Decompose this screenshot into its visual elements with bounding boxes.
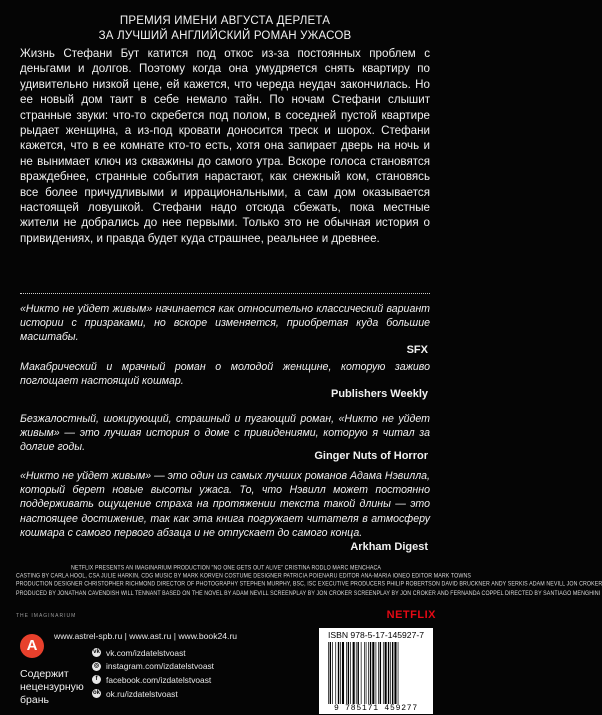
social-link-vk[interactable] — [92, 646, 214, 660]
isbn-number: ISBN 978-5-17-145927-7 — [327, 630, 425, 640]
age-notice-line: нецензурную — [20, 681, 84, 694]
credits-line: CASTING BY CARLA HOOL, CSA JULIE HARKIN, CDG MUSIC BY MARK KORVEN COSTUME DESIGNER PATRICIA POIENARU EDITOR ANA-MARIA IONEO EDITOR MARK TOWNS — [16, 573, 472, 581]
social-link-text: ok.ru/izdatelstvoast — [106, 688, 178, 699]
publisher-footer — [0, 626, 450, 715]
age-notice-line: Содержит — [20, 668, 69, 680]
isbn-barcode — [319, 628, 433, 714]
review-source-4: Arkham Digest — [350, 541, 428, 553]
review-quote-2: Макабрический и мрачный роман о молодой женщине, которую заживо поглощает настоящий кошмар. — [20, 361, 430, 388]
vk-icon: vk — [93, 649, 100, 656]
review-source-1: SFX — [406, 344, 428, 356]
instagram-icon: ◎ — [93, 662, 100, 669]
review-quote-4: «Никто не уйдет живым» — это один из самых лучших романов Адама Нэвилла, который берет новые высоты ужаса. То, что Нэвилл может постоянно поддерживать ощущение страха на протяжении текста такой длины — это настоящее достижение, так как эта книга погружает читателя в атмосферу кошмара с самого первого абзаца и не отпускает до самого конца. — [20, 470, 430, 539]
age-notice-line: брань — [20, 694, 49, 707]
ast-logo-icon: A — [20, 634, 44, 658]
credits-line: NETFLIX PRESENTS AN IMAGINARIUM PRODUCTION "NO ONE GETS OUT ALIVE" CRISTINA RODLO MARC MENCHACA — [70, 565, 382, 572]
facebook-icon: f — [92, 675, 101, 684]
social-link-facebook[interactable] — [92, 673, 214, 687]
social-link-instagram[interactable] — [92, 660, 214, 674]
social-links — [92, 646, 214, 700]
review-source-2: Publishers Weekly — [330, 388, 428, 400]
award-line-1: ПРЕМИЯ ИМЕНИ АВГУСТА ДЕРЛЕТА — [119, 15, 331, 27]
netflix-logo: NETFLIX — [386, 609, 436, 621]
award-line-2: ЗА ЛУЧШИЙ АНГЛИЙСКИЙ РОМАН УЖАСОВ — [98, 30, 352, 42]
ean-digits: 9 785171 459277 — [333, 704, 418, 713]
barcode-bars-icon — [326, 642, 426, 704]
social-link-text: instagram.com/izdatelstvoast — [106, 661, 214, 672]
award-heading — [0, 14, 450, 44]
imaginarium-logo: THE IMAGINARIUM — [16, 613, 77, 619]
review-quote-3: Безжалостный, шокирующий, страшный и пугающий роман, «Никто не уйдет живым» — это лучшая история о доме с привидениями, которую я читал за долгие годы. — [20, 413, 430, 454]
credits-line: PRODUCED BY JONATHAN CAVENDISH WILL TENNANT BASED ON THE NOVEL BY ADAM NEVILL SCREENPLAY BY JON CROKER SCREENPLAY BY JON CROKER AND FERNANDA COPPEL DIRECTED BY SANTIAGO MENGHINI — [16, 589, 601, 597]
synopsis-text: Жизнь Стефани Бут катится под откос из-за постоянных проблем с деньгами и долгов. Поэтому когда она умудряется снять квартиру по удивительно низкой цене, ей кажется, что череда неудач закончилась. Но ее новый дом таит в себе немало тайн. По ночам Стефани слышит странные звуки: что-то скребется под полом, в соседней пустой квартире рыдает женщина, а из-под кровати доносится треск и шорох. Стефани кажется, что в ее комнате кто-то есть, хотя она запирает дверь на ночь и не вынимает ключ из скважины до самого утра. Вскоре голоса становятся враждебнее, странные события нарастают, как снежный ком, становясь все более причудливыми и иррациональными, а сам дом оказывается настоящей ловушкой. Стефани надо отсюда сбежать, пока местные жители не добрались до нее первыми. Только это не обычная история о привидениях, и правда будет куда страшнее, реальнее и древнее. — [20, 47, 430, 245]
social-link-text: facebook.com/izdatelstvoast — [106, 674, 212, 685]
age-content-notice — [20, 668, 84, 708]
publisher-urls[interactable]: www.astrel-spb.ru | www.ast.ru | www.book24.ru — [54, 631, 238, 641]
odnoklassniki-icon: ok — [92, 690, 100, 697]
social-link-text: vk.com/izdatelstvoast — [106, 647, 186, 658]
review-quote-1: «Никто не уйдет живым» начинается как относительно классический вариант истории с призраками, но вскоре изменяется, приобретая куда большие масштабы. — [20, 303, 430, 344]
dotted-divider — [20, 293, 430, 294]
review-source-3: Ginger Nuts of Horror — [314, 450, 428, 462]
social-link-odnoklassniki[interactable] — [92, 687, 214, 701]
credits-line: PRODUCTION DESIGNER CHRISTOPHER RICHMOND DIRECTOR OF PHOTOGRAPHY STEPHEN MURPHY, BSC, ISC EXECUTIVE PRODUCERS PHILIP ROBERTSON DAVID BRUCKNER ANDY SERKIS ADAM NEVILL JON CROKER — [16, 581, 602, 589]
film-credits-block — [16, 565, 602, 598]
